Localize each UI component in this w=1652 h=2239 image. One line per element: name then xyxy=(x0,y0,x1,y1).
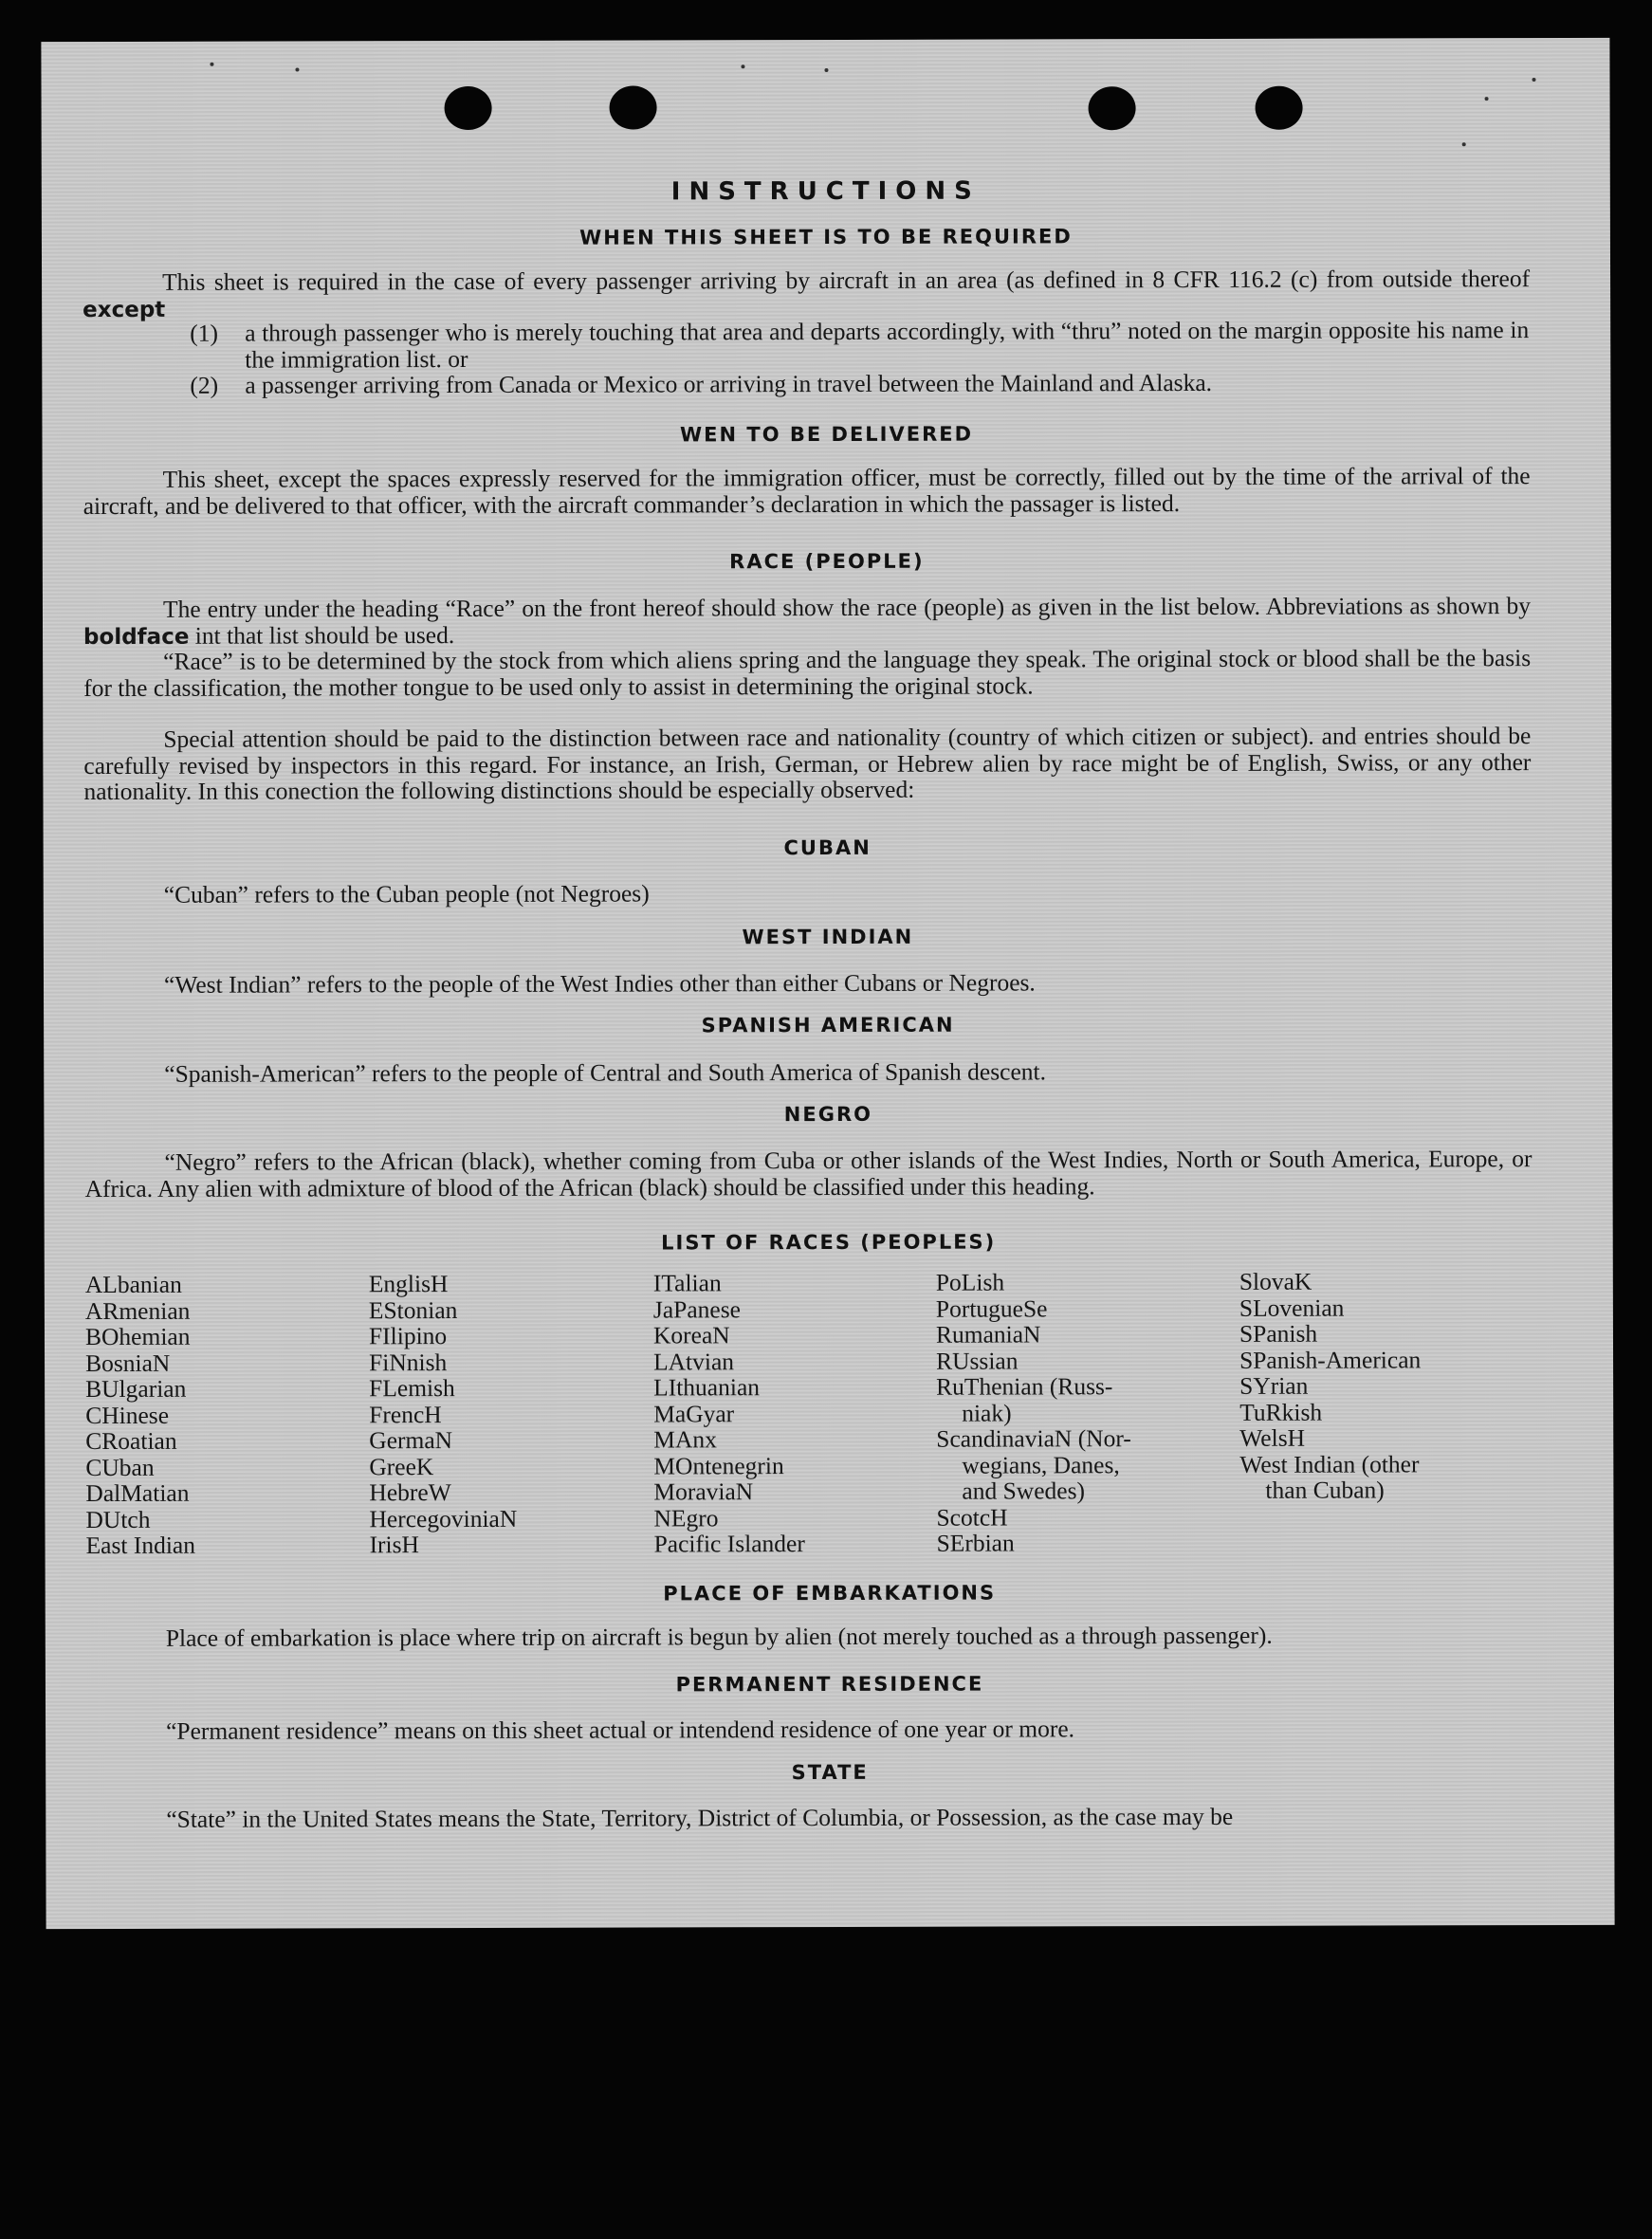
section-heading-state: STATE xyxy=(791,1760,869,1785)
race-entry-continued: and Swedes) xyxy=(962,1477,1086,1505)
race-entry: GermaN xyxy=(369,1426,453,1455)
race-entry: FIlipino xyxy=(368,1322,448,1350)
race-entry: BUlgarian xyxy=(85,1374,187,1404)
punch-hole xyxy=(445,86,492,130)
race-entry: FrencH xyxy=(369,1400,442,1428)
race-entry: CUban xyxy=(85,1453,155,1481)
race-entry: EnglisH xyxy=(368,1270,449,1298)
race-entry: HercegoviniaN xyxy=(369,1504,518,1532)
page-title: INSTRUCTIONS xyxy=(670,176,981,207)
race-entry: TuRkish xyxy=(1239,1398,1323,1426)
race-entry: MoraviaN xyxy=(653,1477,754,1506)
section-heading-west-indian: WEST INDIAN xyxy=(742,925,914,949)
instruction-sheet xyxy=(41,38,1614,1929)
race-entry: MaGyar xyxy=(653,1399,735,1427)
race-entry: SPanish xyxy=(1239,1319,1318,1348)
races-column-5 xyxy=(1239,1268,1422,1503)
race-entry: DUtch xyxy=(85,1505,151,1533)
section-heading-negro: NEGRO xyxy=(783,1102,872,1127)
race-entry: MOntenegrin xyxy=(653,1451,784,1479)
race-entry: NEgro xyxy=(653,1503,719,1532)
race-entry: FLemish xyxy=(369,1374,455,1403)
speck xyxy=(1533,78,1536,82)
race-entry: EStonian xyxy=(368,1295,458,1324)
race-p1-text: The entry under the heading “Race” on the front hereof should show the race (people) as given in the list below. Abbreviations as shown by xyxy=(162,592,1531,623)
race-entry: HebreW xyxy=(369,1478,451,1507)
race-entry: CRoatian xyxy=(85,1426,177,1456)
race-entry: DalMatian xyxy=(85,1478,190,1508)
when-required-except: except xyxy=(83,297,166,322)
speck xyxy=(210,63,213,66)
punch-hole xyxy=(610,85,657,129)
when-required-intro xyxy=(83,266,1530,323)
item-text: a passenger arriving from Canada or Mexico or arriving in travel between the Mainland and Alaska. xyxy=(245,368,1213,399)
speck xyxy=(1485,97,1489,101)
embarkation-text: Place of embarkation is place where trip on aircraft is begun by alien (not merely touched as a through passenger). xyxy=(165,1621,1273,1652)
race-entry: LAtvian xyxy=(653,1347,735,1375)
speck xyxy=(295,67,299,71)
item-number: (1) xyxy=(190,319,218,347)
section-heading-race: RACE (PEOPLE) xyxy=(729,549,925,574)
race-entry: MAnx xyxy=(653,1425,717,1454)
race-entry: SYrian xyxy=(1239,1371,1309,1400)
section-heading-spanish-american: SPANISH AMERICAN xyxy=(701,1013,955,1037)
section-heading-when-delivered: WEN TO BE DELIVERED xyxy=(679,422,974,447)
cuban-text: “Cuban” refers to the Cuban people (not Negroes) xyxy=(163,879,650,908)
race-paragraph-3: Special attention should be paid to the distinction between race and nationality (country of which citizen or subject). and entries should be carefully revised by inspectors in this regard. For instance, an Irish, German, or Hebrew alien by race might be of English, Swiss, or any other nationality. In this conection the following distinctions should be especially observed: xyxy=(83,722,1532,806)
race-entry: ARmenian xyxy=(84,1296,191,1325)
punch-hole xyxy=(1256,86,1303,130)
race-entry: RumaniaN xyxy=(935,1320,1041,1349)
race-entry-continued: niak) xyxy=(962,1398,1012,1427)
race-entry-continued: than Cuban) xyxy=(1265,1476,1385,1504)
race-entry: BosniaN xyxy=(85,1349,171,1377)
item-number: (2) xyxy=(190,371,219,399)
negro-text: “Negro” refers to the African (black), whether coming from Cuba or other islands of the West Indies, North or South America, Europe, or Africa. Any alien with admixture of blood of the African (black) should be classified under this heading. xyxy=(84,1145,1533,1202)
west-indian-text: “West Indian” refers to the people of the West Indies other than either Cubans or Negroes. xyxy=(163,968,1036,999)
races-column-4 xyxy=(936,1269,1131,1556)
race-entry: IrisH xyxy=(369,1531,420,1559)
race-entry: GreeK xyxy=(369,1452,434,1480)
races-column-1 xyxy=(85,1272,195,1559)
race-entry: PortugueSe xyxy=(935,1294,1048,1323)
race-entry: ALbanian xyxy=(84,1270,182,1299)
spanish-american-text: “Spanish-American” refers to the people of Central and South America of Spanish descent. xyxy=(164,1057,1047,1088)
race-entry: RUssian xyxy=(936,1346,1019,1375)
race-entry: LIthuanian xyxy=(653,1373,761,1402)
race-entry: SlovaK xyxy=(1239,1267,1312,1295)
state-text: “State” in the United States means the State, Territory, District of Columbia, or Possession, as the case may be xyxy=(166,1802,1234,1833)
speck xyxy=(1462,142,1466,146)
section-heading-embarkation: PLACE OF EMBARKATIONS xyxy=(663,1581,997,1606)
race-entry: ScandinaviaN (Nor- xyxy=(936,1424,1131,1453)
race-entry: CHinese xyxy=(85,1401,170,1429)
race-entry: FiNnish xyxy=(369,1348,448,1376)
race-entry: KoreaN xyxy=(652,1321,730,1349)
race-entry: PoLish xyxy=(935,1268,1005,1296)
races-column-2 xyxy=(369,1271,518,1558)
race-paragraph-2: “Race” is to be determined by the stock from which aliens spring and the language they speak. The original stock or blood shall be the basis for the classification, the mother tongue to be used only to assist in determining the original stock. xyxy=(83,644,1532,702)
race-p1-end: int that list should be used. xyxy=(194,620,455,650)
races-column-3 xyxy=(653,1270,805,1557)
race-entry: ITalian xyxy=(652,1269,722,1297)
race-entry: ScotcH xyxy=(936,1503,1008,1532)
section-heading-residence: PERMANENT RESIDENCE xyxy=(675,1672,984,1697)
race-entry: SLovenian xyxy=(1239,1294,1345,1322)
punch-hole xyxy=(1089,86,1136,130)
section-heading-cuban: CUBAN xyxy=(783,835,872,860)
when-required-intro-text: This sheet is required in the case of every passenger arriving by aircraft in an area (as defined in 8 CFR 116.2 (c) from outside thereof xyxy=(162,265,1531,296)
race-p1-boldface: boldface xyxy=(83,624,190,650)
residence-text: “Permanent residence” means on this sheet actual or intendend residence of one year or more. xyxy=(166,1715,1075,1745)
when-delivered-text: This sheet, except the spaces expressly reserved for the immigration officer, must be correctly, filled out by the time of the arrival of the aircraft, and be delivered to that officer, with the aircraft commander’s declaration in which the passager is listed. xyxy=(83,462,1531,520)
race-entry: BOhemian xyxy=(84,1322,191,1351)
item-text: a through passenger who is merely touching that area and departs accordingly, with “thru” noted on the margin opposite his name in the immigration list. or xyxy=(245,316,1530,374)
section-heading-list-of-races: LIST OF RACES (PEOPLES) xyxy=(661,1230,997,1255)
speck xyxy=(824,68,828,72)
race-entry-continued: wegians, Danes, xyxy=(962,1450,1120,1479)
race-entry: West Indian (other xyxy=(1239,1449,1420,1478)
race-paragraph-1 xyxy=(83,593,1531,651)
race-entry: RuThenian (Russ- xyxy=(936,1372,1113,1401)
race-entry: Pacific Islander xyxy=(653,1530,805,1558)
race-entry: WelsH xyxy=(1239,1423,1306,1452)
race-entry: SErbian xyxy=(936,1529,1015,1557)
speck xyxy=(741,64,744,68)
race-entry: JaPanese xyxy=(652,1294,741,1323)
race-entry: SPanish-American xyxy=(1239,1345,1422,1374)
race-entry: East Indian xyxy=(85,1531,196,1560)
section-heading-when-required: WHEN THIS SHEET IS TO BE REQUIRED xyxy=(579,225,1073,249)
